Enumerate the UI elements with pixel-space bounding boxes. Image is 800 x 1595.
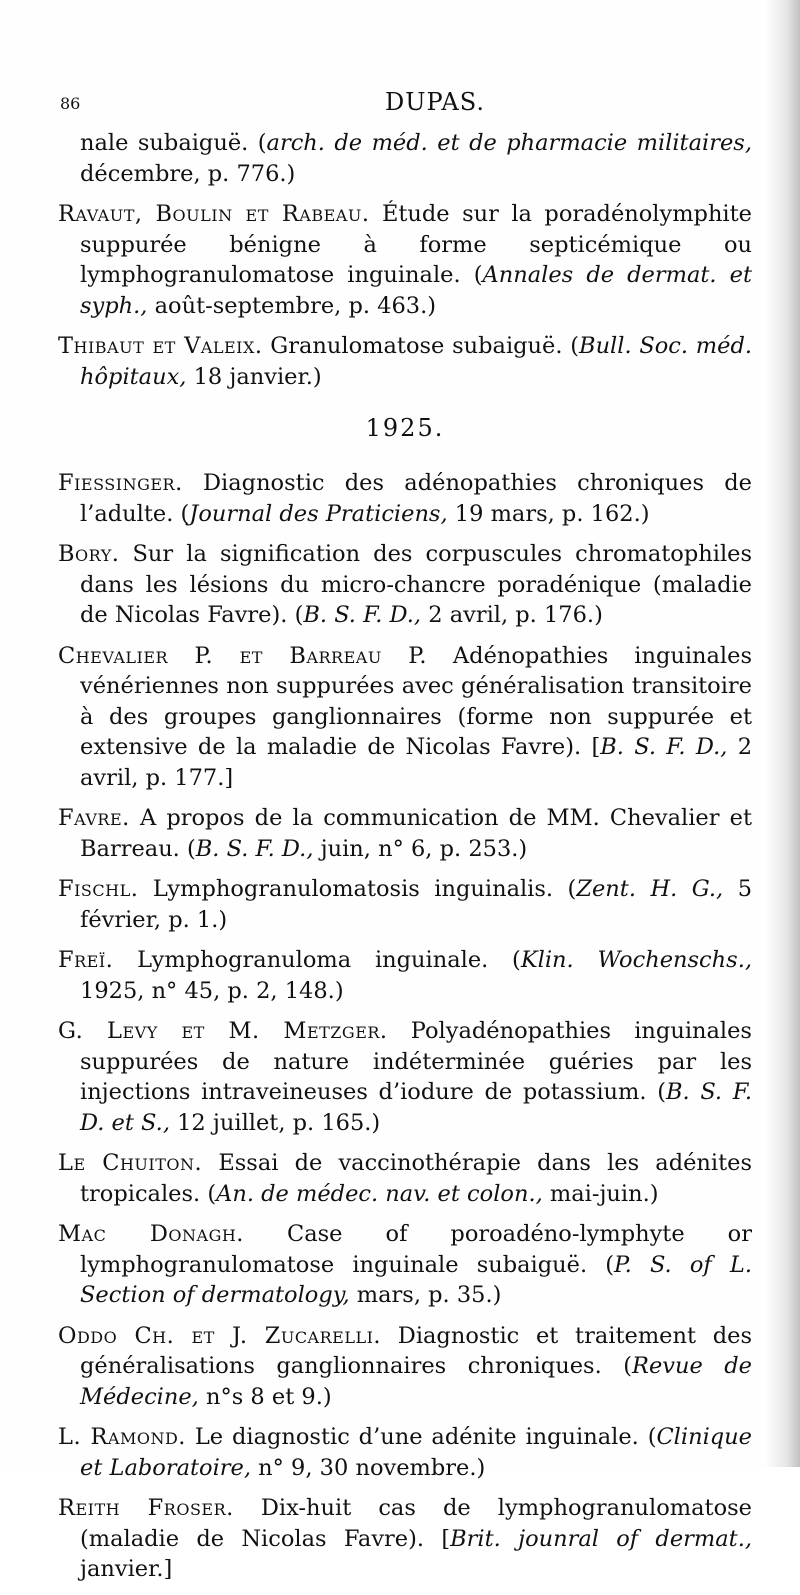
bib-entry xyxy=(58,641,752,794)
entry-text: n° 9, 30 novembre.) xyxy=(251,1454,486,1481)
entry-text: 12 juillet, p. 165.) xyxy=(169,1109,381,1136)
bib-entry xyxy=(58,1148,752,1209)
entry-author: Le Chuiton. xyxy=(58,1150,203,1176)
carryover-entry xyxy=(58,128,752,189)
entry-author: G. Levy et M. Metzger. xyxy=(58,1018,388,1044)
bib-entry xyxy=(58,945,752,1006)
entry-text: 1925, n° 45, p. 2, 148.) xyxy=(80,977,344,1004)
entry-text: n°s 8 et 9.) xyxy=(198,1383,332,1410)
bib-entry xyxy=(58,1321,752,1413)
entry-text: juin, n° 6, p. 253.) xyxy=(313,835,528,862)
bibliography xyxy=(58,128,752,1595)
entry-source: B. S. F. D., xyxy=(600,734,728,760)
entry-source: B. S. F. D., xyxy=(303,602,422,628)
entry-source: Bull. Soc. méd. hôpitaux, xyxy=(80,333,752,390)
entry-source: B. S. F. D., xyxy=(195,835,314,862)
running-head: DUPAS. xyxy=(385,88,485,116)
bib-entry xyxy=(58,874,752,935)
bib-entry xyxy=(58,539,752,631)
entry-text: Le diagnostic d’une adénite inguinale. ( xyxy=(185,1424,657,1450)
entry-text: Lymphogranulomatosis inguinalis. ( xyxy=(138,876,577,902)
entry-author: Reith Froser. xyxy=(58,1495,234,1521)
entry-author: Favre. xyxy=(58,805,130,831)
entry-text: 5 février, p. 1.) xyxy=(80,876,753,933)
entry-text: Granulomatose subaiguë. ( xyxy=(262,333,580,359)
year-heading: 1925. xyxy=(365,414,445,442)
entry-source: Journal des Praticiens, xyxy=(189,500,448,527)
entry-text: 2 avril, p. 177.] xyxy=(80,734,753,791)
entry-text: Polyadénopathies inguinales suppurées de nature indéterminée guéries par les injections intraveineuses d’iodure de potassium. ( xyxy=(80,1018,752,1105)
entry-source: Revue de Médecine, xyxy=(80,1353,752,1410)
entry-text: Adénopathies inguinales vénériennes non suppurées avec généralisation transitoire à des groupes ganglionnaires (forme non suppurée et extensive de la maladie de Nicolas Favre). [ xyxy=(80,642,752,760)
bib-entry xyxy=(58,803,752,864)
entry-text: Dix-huit cas de lymphogranulomatose (maladie de Nicolas Favre). [ xyxy=(80,1495,752,1552)
entry-author: Mac Donagh. xyxy=(58,1221,244,1247)
entry-text: Essai de vaccinothérapie dans les adénites tropicales. ( xyxy=(80,1150,752,1207)
entry-text: mars, p. 35.) xyxy=(349,1282,502,1308)
entry-text: Diagnostic des adénopathies chroniques de l’adulte. ( xyxy=(80,470,752,527)
entry-source: P. S. of L. Section of dermatology, xyxy=(80,1251,752,1308)
entry-text: Sur la signification des corpuscules chromatophiles dans les lésions du micro-chancre poradénique (maladie de Nicolas Favre). ( xyxy=(80,541,752,628)
bib-entry xyxy=(58,1493,752,1585)
page-header xyxy=(60,88,740,122)
entry-text: A propos de la communication de MM. Chevalier et Barreau. ( xyxy=(80,805,752,862)
bib-entry xyxy=(58,1219,752,1311)
entry-source: An. de médec. nav. et colon., xyxy=(216,1180,543,1207)
entry-source: Clinique et Laboratoire, xyxy=(80,1424,752,1481)
entry-source: Brit. jounral of dermat., xyxy=(450,1525,752,1552)
entry-text: Case of poroadéno-lymphyte or lymphogranulomatose inguinale subaiguë. ( xyxy=(80,1221,752,1278)
entry-source: B. S. F. D. et S., xyxy=(80,1079,753,1136)
entry-author: Thibaut et Valeix. xyxy=(58,333,263,359)
bib-entry xyxy=(58,331,752,392)
entry-source: Klin. Wochenschs., xyxy=(520,947,752,973)
page-edge-shadow xyxy=(766,0,800,1467)
entry-author: Chevalier P. et Barreau P. xyxy=(58,642,427,669)
entry-author: Fischl. xyxy=(58,876,139,902)
entry-text: Lymphogranuloma inguinale. ( xyxy=(113,947,521,973)
entry-text: 19 mars, p. 162.) xyxy=(447,500,650,527)
entry-text: mai-juin.) xyxy=(542,1180,659,1207)
entry-author: Bory. xyxy=(58,541,120,567)
bib-entry xyxy=(58,1422,752,1483)
entry-author: Freï. xyxy=(58,947,114,973)
entry-source: Zent. H. G., xyxy=(576,876,724,902)
entry-text: janvier.] xyxy=(80,1556,173,1582)
page-number: 86 xyxy=(60,94,81,113)
entry-author: Oddo Ch. et J. Zucarelli. xyxy=(58,1322,382,1349)
entry-source: Annales de dermat. et syph., xyxy=(80,262,753,319)
entry-source: arch. de méd. et de pharmacie militaires, xyxy=(266,130,752,156)
entry-text: Étude sur la poradénolymphite suppurée bénigne à forme septicémique ou lymphogranulomatose inguinale. ( xyxy=(80,201,752,288)
entry-text: 2 avril, p. 176.) xyxy=(421,602,603,628)
entry-author: Ravaut, Boulin et Rabeau. xyxy=(58,201,370,227)
entry-author: L. Ramond. xyxy=(58,1424,186,1450)
entry-text: 18 janvier.) xyxy=(186,363,322,390)
bib-entry xyxy=(58,468,752,529)
entry-author: Fiessinger. xyxy=(58,470,183,496)
entry-text: nale subaiguë. ( xyxy=(80,130,267,156)
entry-text: Diagnostic et traitement des généralisations ganglionnaires chroniques. ( xyxy=(80,1322,752,1379)
entry-text: août-septembre, p. 463.) xyxy=(147,292,437,319)
bib-entry xyxy=(58,1016,752,1138)
bib-entry xyxy=(58,199,752,321)
entry-text: décembre, p. 776.) xyxy=(80,160,296,187)
